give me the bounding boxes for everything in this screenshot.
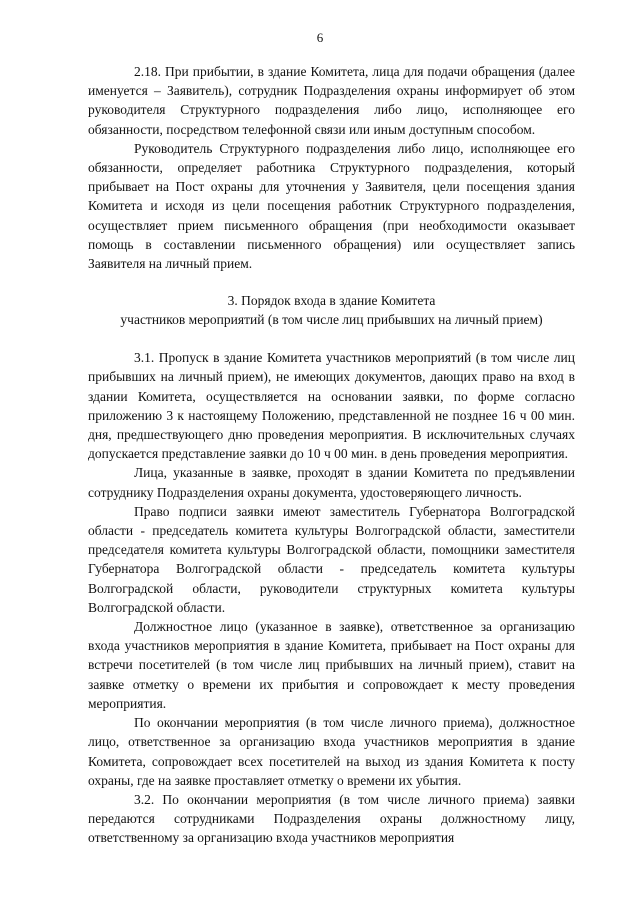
paragraph-end-of-event: По окончании мероприятия (в том числе личного приема), должностное лицо, ответственное за организацию входа участников мероприятия в здание Комитета, сопровождает всех посетителей на выход из здания Комитета к посту охраны, где на заявке проставляет отметку о времени их убытия. [88, 715, 575, 788]
section-3-title-line2: участников мероприятий (в том числе лиц прибывших на личный прием) [120, 312, 543, 328]
section-3-title-line1: 3. Порядок входа в здание Комитета [227, 293, 436, 309]
paragraph-signature-right: Право подписи заявки имеют заместитель Губернатора Волгоградской области - председатель комитета культуры Волгоградской области, заместители председателя комитета культуры Волгоградской области, помощники заместителя Губернатора Волгоградской области - председатель комитета культуры Волгоградской области, руководители структурных комитета культуры Волгоградской области. [88, 503, 575, 615]
paragraph-3-1: 3.1. Пропуск в здание Комитета участников мероприятий (в том числе лиц прибывших на личный прием), не имеющих документов, дающих право на вход в здании Комитета, осуществляется на основании заявки, по форме согласно приложению 3 к настоящему Положению, представленной не позднее 16 ч 00 мин. дня, предшествующего дню проведения мероприятия. В исключительных случаях допускается представление заявки до 10 ч 00 мин. в день проведения мероприятия. [88, 350, 575, 462]
paragraph-head-of-unit: Руководитель Структурного подразделения либо лицо, исполняющее его обязанности, определяет работника Структурного подразделения, который прибывает на Пост охраны для уточнения у Заявителя, цели посещения здания Комитета и исходя из цели посещения работник Структурного подразделения, осуществляет прием письменного обращения (при необходимости оказывает помощь в составлении письменного обращения) или осуществляет запись Заявителя на личный прием. [88, 140, 575, 272]
paragraph-persons-in-request: Лица, указанные в заявке, проходят в здании Комитета по предъявлении сотруднику Подразделения охраны документа, удостоверяющего личность. [88, 465, 575, 500]
page-number: 6 [316, 30, 324, 45]
paragraph-3-2: 3.2. По окончании мероприятия (в том числе личного приема) заявки передаются сотрудниками Подразделения охраны должностному лицу, ответственному за организацию входа участников мероприятия [88, 791, 575, 846]
section-3-title [88, 291, 575, 329]
document-body [88, 62, 575, 848]
paragraph-2-18: 2.18. При прибытии, в здание Комитета, лица для подачи обращения (далее именуется – Заявитель), сотрудник Подразделения охраны информирует об этом руководителя Структурного подразделения либо лицо, исполняющее его обязанности, посредством телефонной связи или иным доступным способом. [88, 64, 575, 137]
paragraph-responsible-official: Должностное лицо (указанное в заявке), ответственное за организацию входа участников мероприятия в здание Комитета, прибывает на Пост охраны для встречи посетителей (в том числе лиц прибывших на личный прием), ставит на заявке отметку о времени их прибытия и сопровождает к месту проведения мероприятия. [88, 619, 575, 711]
